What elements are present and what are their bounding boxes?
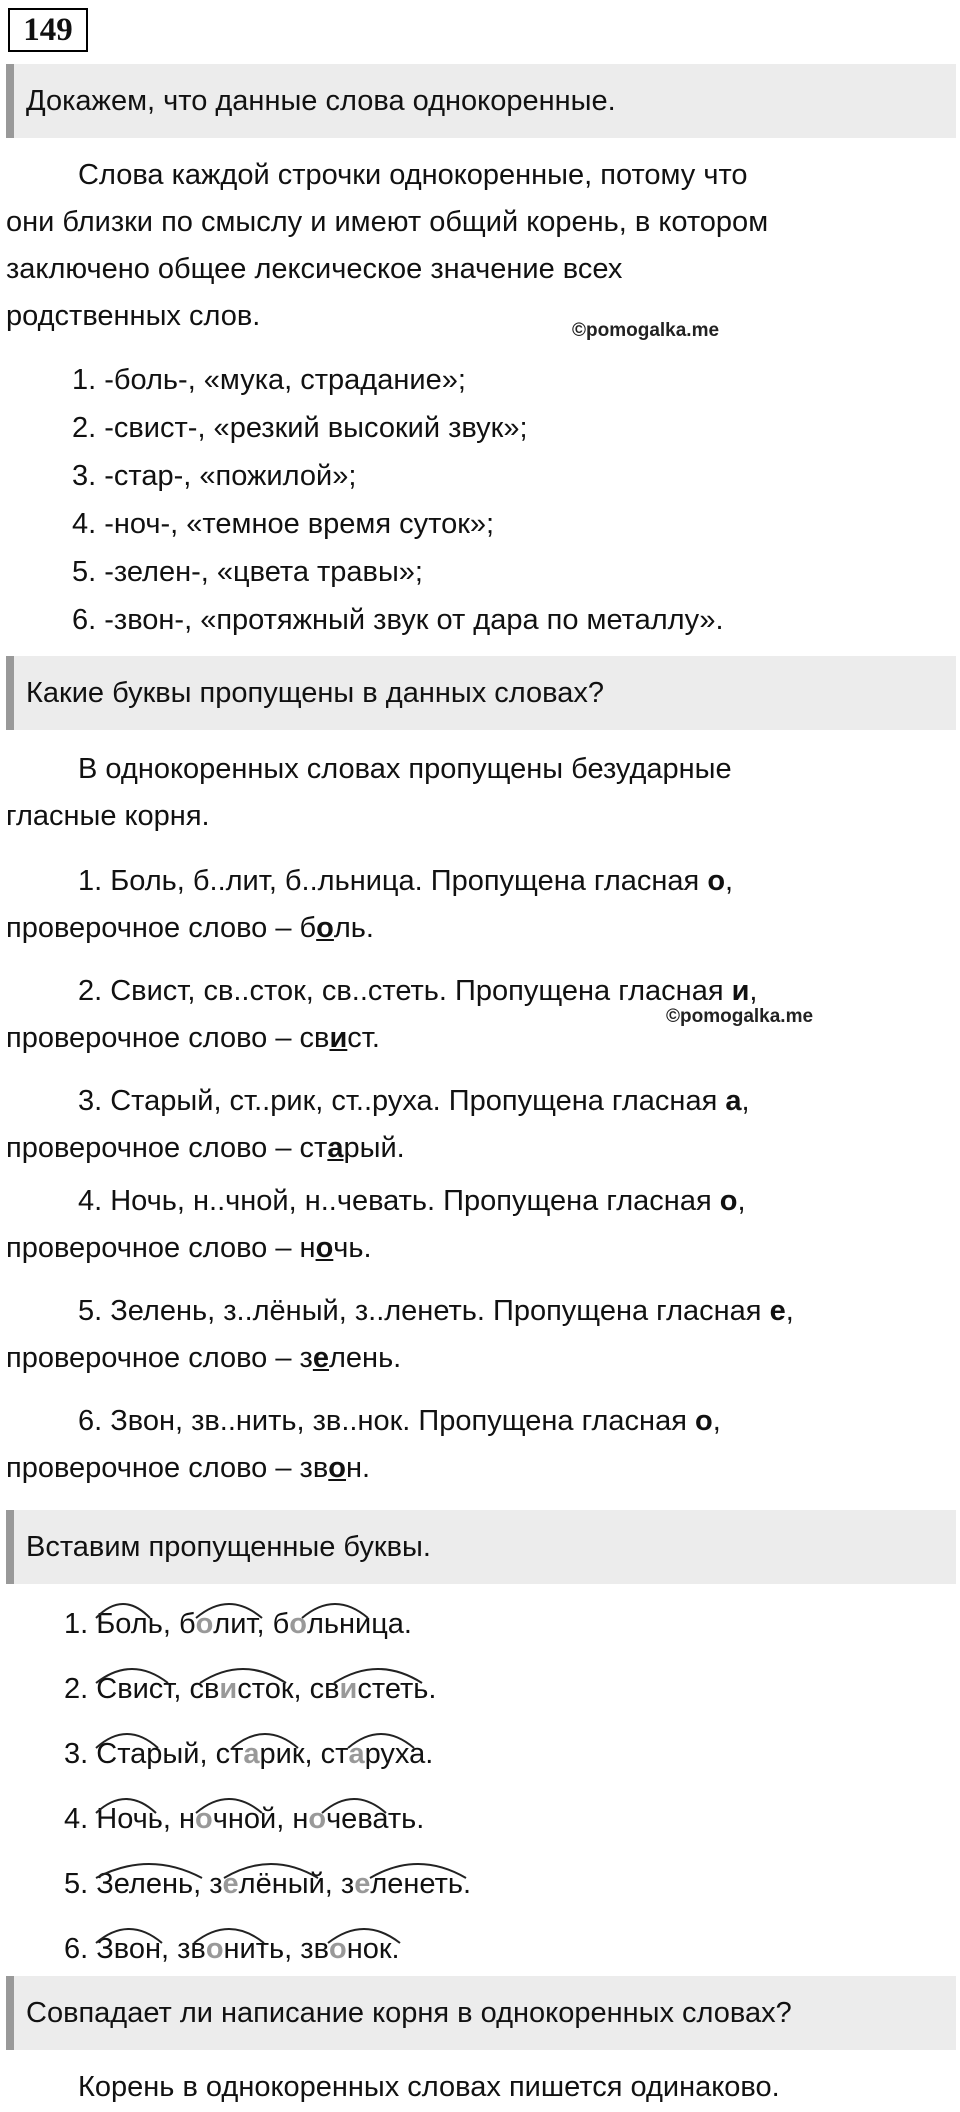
root-arc-icon xyxy=(94,1919,164,1947)
missing-letter-item: 5. Зелень, з..лёный, з..ленеть. Пропущена гласная е, проверочное слово – зелень. xyxy=(6,1295,794,1374)
answer-text: Корень в однокоренных словах пишется одинаково. xyxy=(78,2071,780,2103)
root-arc-icon xyxy=(94,1724,160,1752)
section-heading-4 xyxy=(6,1976,956,2050)
list-item: 6. -звон-, «протяжный звук от дара по металлу». xyxy=(72,604,724,636)
paragraph-line: заключено общее лексическое значение всех xyxy=(6,253,623,285)
section-heading-3 xyxy=(6,1510,956,1584)
section-heading-text: Докажем, что данные слова однокоренные. xyxy=(26,84,616,117)
missing-letter-item: 1. Боль, б..лит, б..льница. Пропущена гласная о, проверочное слово – боль. xyxy=(6,865,734,944)
paragraph-line: Слова каждой строчки однокоренные, потому что xyxy=(78,159,748,191)
list-item: 4. -ноч-, «темное время суток»; xyxy=(72,508,495,540)
root-arc-icon xyxy=(222,1854,320,1882)
missing-letter-item: 6. Звон, зв..нить, зв..нок. Пропущена гласная о, проверочное слово – звон. xyxy=(6,1405,721,1484)
root-arc-icon xyxy=(94,1854,204,1882)
paragraph-intro xyxy=(6,746,946,840)
list-item: 3. -стар-, «пожилой»; xyxy=(72,460,357,492)
root-arc-icon xyxy=(192,1919,266,1947)
paragraph-line: В однокоренных словах пропущены безударные xyxy=(78,753,732,785)
section-heading-text: Какие буквы пропущены в данных словах? xyxy=(26,676,604,709)
paragraph-line: они близки по смыслу и имеют общий корень, в котором xyxy=(6,206,769,238)
root-arc-icon xyxy=(346,1724,416,1752)
root-arc-icon xyxy=(326,1919,402,1947)
root-row: 4. Ночь, ночной, ночевать. xyxy=(64,1787,944,1852)
root-row: 2. Свист, свисток, свистеть. xyxy=(64,1657,944,1722)
root-arc-icon xyxy=(194,1594,264,1622)
root-row: 6. Звон, звонить, звонок. xyxy=(64,1917,944,1982)
root-row: 5. Зелень, зелёный, зеленеть. xyxy=(64,1852,944,1917)
section-heading-1 xyxy=(6,64,956,138)
root-arc-icon xyxy=(368,1854,468,1882)
section-heading-2 xyxy=(6,656,956,730)
missing-letter-item: 3. Старый, ст..рик, ст..руха. Пропущена гласная а, проверочное слово – старый. xyxy=(6,1085,750,1164)
paragraph-explanation xyxy=(6,152,946,340)
roots-meaning-list xyxy=(72,356,952,644)
root-arc-icon xyxy=(94,1659,170,1687)
paragraph-line: гласные корня. xyxy=(6,800,210,832)
root-arc-icon xyxy=(94,1594,152,1622)
root-arc-icon xyxy=(300,1594,370,1622)
root-arc-icon xyxy=(320,1789,388,1817)
list-item: 5. -зелен-, «цвета травы»; xyxy=(72,556,423,588)
list-item: 1. -боль-, «мука, страдание»; xyxy=(72,364,466,396)
root-row: 3. Старый, старик, старуха. xyxy=(64,1722,944,1787)
root-marking-list xyxy=(64,1592,944,1982)
root-row: 1. Боль, болит, больница. xyxy=(64,1592,944,1657)
task-number: 149 xyxy=(8,8,88,52)
paragraph-line: родственных слов. xyxy=(6,300,261,332)
final-answer xyxy=(6,2064,946,2111)
section-heading-text: Совпадает ли написание корня в однокоренных словах? xyxy=(26,1996,792,2029)
root-arc-icon xyxy=(194,1789,264,1817)
section-heading-text: Вставим пропущенные буквы. xyxy=(26,1530,431,1563)
root-arc-icon xyxy=(94,1789,158,1817)
root-arc-icon xyxy=(198,1659,288,1687)
watermark: ©pomogalka.me xyxy=(666,1006,814,1027)
missing-letter-item: 4. Ночь, н..чной, н..чевать. Пропущена гласная о, проверочное слово – ночь. xyxy=(6,1185,746,1264)
root-arc-icon xyxy=(332,1659,424,1687)
list-item: 2. -свист-, «резкий высокий звук»; xyxy=(72,412,528,444)
missing-letter-item: 2. Свист, св..сток, св..стеть. Пропущена гласная и, проверочное слово – свист. xyxy=(6,975,758,1054)
root-arc-icon xyxy=(230,1724,300,1752)
watermark: ©pomogalka.me xyxy=(572,320,720,341)
